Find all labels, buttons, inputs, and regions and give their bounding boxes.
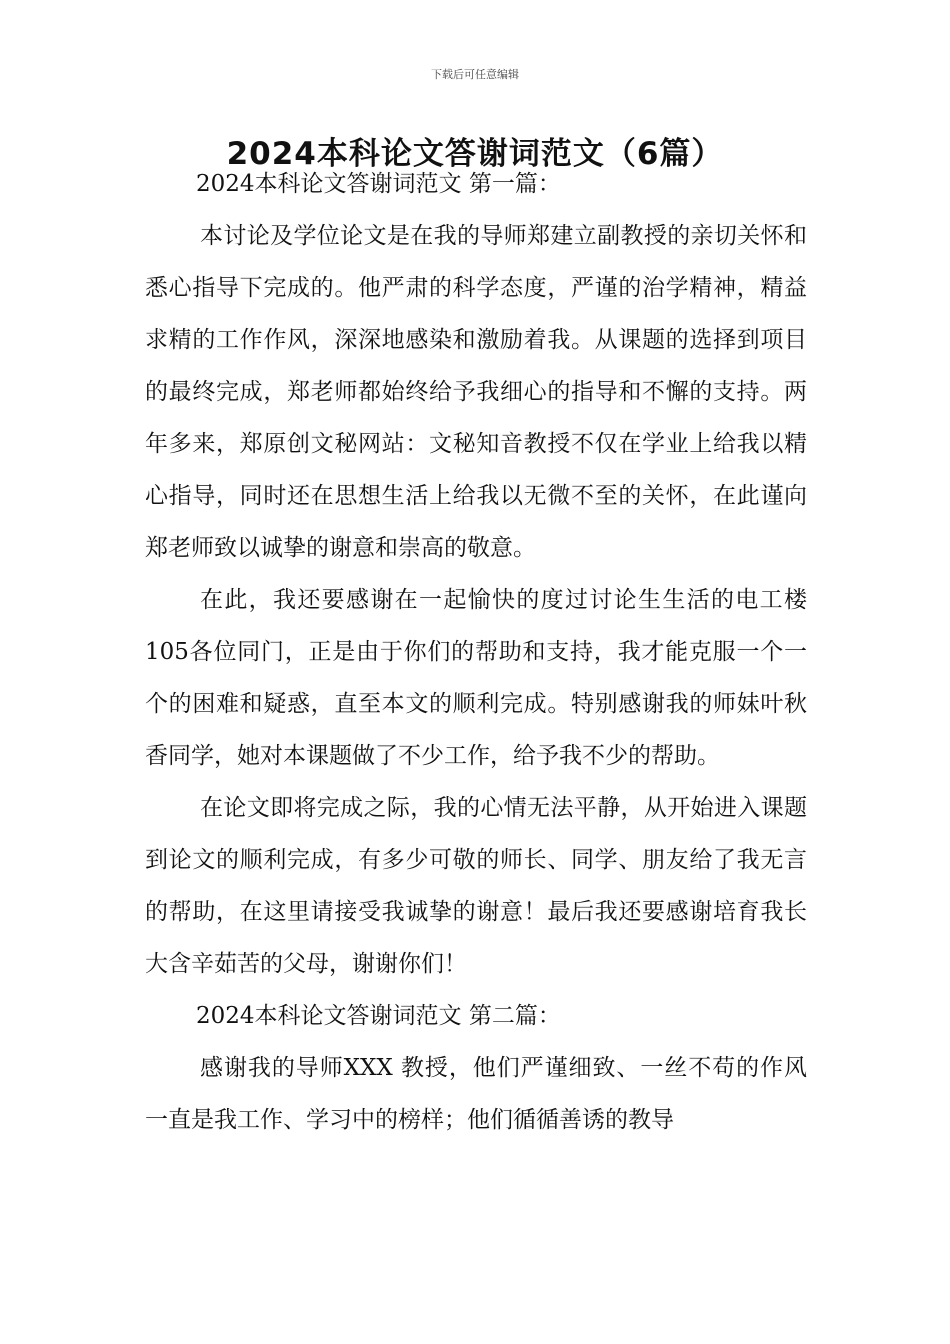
- paragraph: 在此，我还要感谢在一起愉快的度过讨论生生活的电工楼105各位同门，正是由于你们的帮助和支持，我才能克服一个一个的困难和疑惑，直至本文的顺利完成。特别感谢我的师妹叶秋香同学，她对本课题做了不少工作，给予我不少的帮助。: [145, 587, 807, 769]
- paragraph: 在论文即将完成之际，我的心情无法平静，从开始进入课题到论文的顺利完成，有多少可敬的师长、同学、朋友给了我无言的帮助，在这里请接受我诚挚的谢意！最后我还要感谢培育我长大含辛茹苦的父母，谢谢你们！: [145, 795, 807, 977]
- document-title: 2024本科论文答谢词范文（6篇）: [226, 136, 724, 172]
- page-header: 下载后可任意编辑: [431, 68, 519, 81]
- section-heading: 2024本科论文答谢词范文 第二篇：: [196, 1003, 561, 1029]
- paragraph: 本讨论及学位论文是在我的导师郑建立副教授的亲切关怀和悉心指导下完成的。他严肃的科学态度，严谨的治学精神，精益求精的工作作风，深深地感染和激励着我。从课题的选择到项目的最终完成，郑老师都始终给予我细心的指导和不懈的支持。两年多来，郑原创文秘网站：文秘知音教授不仅在学业上给我以精心指导，同时还在思想生活上给我以无微不至的关怀，在此谨向郑老师致以诚挚的谢意和崇高的敬意。: [145, 223, 807, 561]
- document-body: [145, 158, 807, 1146]
- paragraph: 感谢我的导师XXX 教授，他们严谨细致、一丝不苟的作风一直是我工作、学习中的榜样；他们循循善诱的教导: [145, 1055, 807, 1133]
- section-heading: 2024本科论文答谢词范文 第一篇：: [196, 171, 561, 197]
